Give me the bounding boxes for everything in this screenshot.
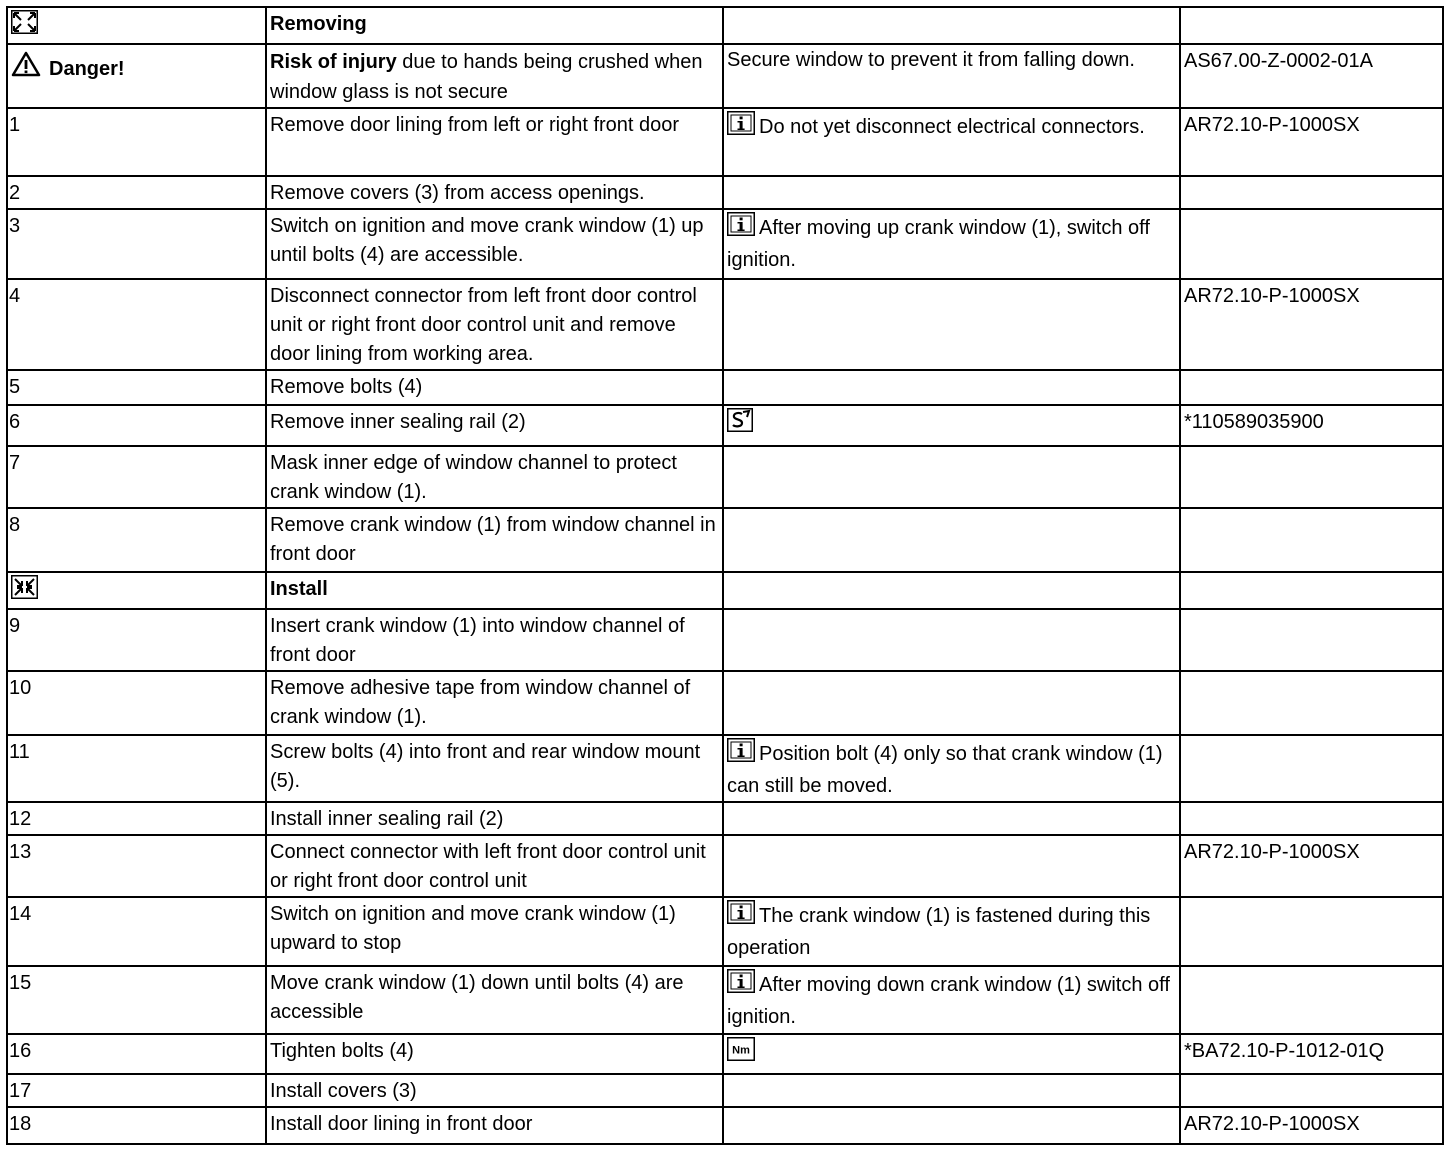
- note-cell: [723, 609, 1180, 671]
- note-cell: [723, 108, 1180, 176]
- step-number: 3: [9, 215, 21, 237]
- note-text: Do not yet disconnect electrical connectors.: [759, 116, 1145, 138]
- step-row: [7, 966, 1443, 1034]
- section-title-cell: [266, 572, 723, 609]
- step-text-cell: [266, 966, 723, 1034]
- step-number: 16: [9, 1040, 32, 1062]
- step-number: 15: [9, 972, 32, 994]
- reference-cell: [1180, 44, 1443, 108]
- step-row: [7, 405, 1443, 446]
- note-cell: [723, 508, 1180, 572]
- step-text: Screw bolts (4) into front and rear window mount (5).: [270, 741, 701, 792]
- step-number-cell: [7, 446, 266, 508]
- step-text: Mask inner edge of window channel to protect crank window (1).: [270, 452, 677, 503]
- step-row: [7, 279, 1443, 370]
- note-cell: [723, 1034, 1180, 1074]
- step-text: Remove inner sealing rail (2): [270, 411, 526, 433]
- note-cell: [723, 966, 1180, 1034]
- step-text: Remove covers (3) from access openings.: [270, 182, 645, 204]
- step-number-cell: [7, 897, 266, 966]
- step-number-cell: [7, 1074, 266, 1107]
- step-text-cell: [266, 370, 723, 405]
- step-row: [7, 1074, 1443, 1107]
- reference-code: AS67.00-Z-0002-01A: [1184, 50, 1374, 72]
- step-number: 7: [9, 452, 21, 474]
- note-cell: [723, 802, 1180, 835]
- section-empty-cell: [1180, 572, 1443, 609]
- section-row: [7, 572, 1443, 609]
- section-title: Removing: [270, 13, 367, 35]
- step-number-cell: [7, 176, 266, 209]
- step-number: 1: [9, 114, 21, 136]
- step-text-cell: [266, 835, 723, 897]
- note-cell: [723, 405, 1180, 446]
- reference-cell: [1180, 108, 1443, 176]
- step-text-cell: [266, 508, 723, 572]
- step-row: [7, 835, 1443, 897]
- reference-cell: [1180, 508, 1443, 572]
- note-cell: [723, 209, 1180, 279]
- step-text-cell: [266, 1034, 723, 1074]
- reference-cell: [1180, 405, 1443, 446]
- procedure-table: [6, 6, 1444, 1145]
- note-cell: [723, 176, 1180, 209]
- info-icon: [727, 969, 755, 1002]
- risk-title: Risk of injury: [270, 51, 397, 73]
- section-title-cell: [266, 7, 723, 44]
- section-title: Install: [270, 578, 328, 600]
- info-icon: [727, 738, 755, 771]
- step-number: 4: [9, 285, 21, 307]
- note-cell: [723, 279, 1180, 370]
- step-number: 12: [9, 808, 32, 830]
- step-row: [7, 370, 1443, 405]
- reference-code: AR72.10-P-1000SX: [1184, 1113, 1360, 1135]
- reference-cell: [1180, 897, 1443, 966]
- note-cell: [723, 735, 1180, 802]
- step-text-cell: [266, 735, 723, 802]
- step-number-cell: [7, 609, 266, 671]
- note-cell: [723, 44, 1180, 108]
- removing-icon: [11, 10, 38, 43]
- reference-cell: [1180, 370, 1443, 405]
- step-number-cell: [7, 108, 266, 176]
- step-row: [7, 108, 1443, 176]
- step-row: [7, 671, 1443, 735]
- step-text-cell: [266, 405, 723, 446]
- step-number: 10: [9, 677, 32, 699]
- step-text: Remove adhesive tape from window channel of crank window (1).: [270, 677, 691, 728]
- step-number: 2: [9, 182, 21, 204]
- step-text-cell: [266, 671, 723, 735]
- note-text: Secure window to prevent it from falling down.: [727, 49, 1135, 71]
- step-number: 8: [9, 514, 21, 536]
- note-text: After moving up crank window (1), switch off ignition.: [727, 217, 1150, 271]
- step-text-cell: [266, 446, 723, 508]
- step-number: 17: [9, 1080, 32, 1102]
- reference-cell: [1180, 802, 1443, 835]
- section-empty-cell: [1180, 7, 1443, 44]
- step-number-cell: [7, 279, 266, 370]
- warning-icon: [11, 51, 41, 86]
- step-number: 13: [9, 841, 32, 863]
- danger-cell: [7, 44, 266, 108]
- step-text: Connect connector with left front door control unit or right front door control unit: [270, 841, 706, 892]
- step-text-cell: [266, 1107, 723, 1144]
- step-text-cell: [266, 209, 723, 279]
- step-number: 11: [9, 741, 30, 763]
- reference-code: AR72.10-P-1000SX: [1184, 114, 1360, 136]
- step-text-cell: [266, 609, 723, 671]
- step-number: 14: [9, 903, 32, 925]
- step-row: [7, 1034, 1443, 1074]
- section-icon-cell: [7, 7, 266, 44]
- reference-cell: [1180, 1074, 1443, 1107]
- step-number-cell: [7, 1107, 266, 1144]
- step-text: Disconnect connector from left front door control unit or right front door control unit and remove door lining from working area.: [270, 285, 697, 365]
- note-cell: [723, 446, 1180, 508]
- note-cell: [723, 1074, 1180, 1107]
- step-text: Remove bolts (4): [270, 376, 423, 398]
- note-text: Position bolt (4) only so that crank window (1) can still be moved.: [727, 743, 1163, 797]
- reference-code: AR72.10-P-1000SX: [1184, 285, 1360, 307]
- step-text: Switch on ignition and move crank window (1) upward to stop: [270, 903, 676, 954]
- svg-text:Nm: Nm: [732, 1044, 750, 1057]
- info-icon: [727, 111, 755, 144]
- step-number: 18: [9, 1113, 32, 1135]
- step-number-cell: [7, 802, 266, 835]
- step-row: [7, 1107, 1443, 1144]
- danger-label: Danger!: [49, 58, 125, 80]
- risk-cell: [266, 44, 723, 108]
- step-number-cell: [7, 508, 266, 572]
- step-row: [7, 508, 1443, 572]
- reference-cell: [1180, 446, 1443, 508]
- step-number: 6: [9, 411, 21, 433]
- note-text: The crank window (1) is fastened during this operation: [727, 905, 1151, 959]
- step-row: [7, 609, 1443, 671]
- step-text-cell: [266, 1074, 723, 1107]
- step-text-cell: [266, 279, 723, 370]
- reference-cell: [1180, 1107, 1443, 1144]
- note-cell: [723, 671, 1180, 735]
- reference-cell: [1180, 609, 1443, 671]
- torque-nm-icon: [727, 1037, 755, 1070]
- reference-cell: [1180, 279, 1443, 370]
- reference-code: *110589035900: [1184, 411, 1324, 433]
- reference-code: *BA72.10-P-1012-01Q: [1184, 1040, 1385, 1062]
- step-text-cell: [266, 176, 723, 209]
- step-number: 9: [9, 615, 21, 637]
- info-icon: [727, 900, 755, 933]
- section-icon-cell: [7, 572, 266, 609]
- step-row: [7, 176, 1443, 209]
- step-number-cell: [7, 835, 266, 897]
- step-text: Install inner sealing rail (2): [270, 808, 504, 830]
- step-number-cell: [7, 209, 266, 279]
- step-text: Remove door lining from left or right front door: [270, 114, 680, 136]
- section-empty-cell: [723, 7, 1180, 44]
- section-row: [7, 7, 1443, 44]
- step-text-cell: [266, 897, 723, 966]
- danger-row: [7, 44, 1443, 108]
- reference-cell: [1180, 835, 1443, 897]
- step-text-cell: [266, 108, 723, 176]
- step-number-cell: [7, 966, 266, 1034]
- step-text: Install covers (3): [270, 1080, 417, 1102]
- step-number-cell: [7, 671, 266, 735]
- step-number: 5: [9, 376, 21, 398]
- info-icon: [727, 212, 755, 245]
- step-text: Move crank window (1) down until bolts (4) are accessible: [270, 972, 684, 1023]
- step-number-cell: [7, 370, 266, 405]
- step-text-cell: [266, 802, 723, 835]
- step-text: Insert crank window (1) into window channel of front door: [270, 615, 685, 666]
- note-cell: [723, 835, 1180, 897]
- reference-code: AR72.10-P-1000SX: [1184, 841, 1360, 863]
- reference-cell: [1180, 1034, 1443, 1074]
- step-number-cell: [7, 405, 266, 446]
- special-tool-icon: [727, 408, 753, 441]
- step-number-cell: [7, 1034, 266, 1074]
- note-text: After moving down crank window (1) switch off ignition.: [727, 974, 1170, 1028]
- risk-text: due to hands being crushed when window glass is not secure: [270, 51, 703, 103]
- step-row: [7, 897, 1443, 966]
- install-icon: [11, 575, 38, 608]
- step-text: Remove crank window (1) from window channel in front door: [270, 514, 716, 565]
- reference-cell: [1180, 966, 1443, 1034]
- step-row: [7, 802, 1443, 835]
- reference-cell: [1180, 176, 1443, 209]
- note-cell: [723, 370, 1180, 405]
- reference-cell: [1180, 735, 1443, 802]
- step-text: Switch on ignition and move crank window (1) up until bolts (4) are accessible.: [270, 215, 704, 266]
- step-row: [7, 446, 1443, 508]
- step-number-cell: [7, 735, 266, 802]
- note-cell: [723, 1107, 1180, 1144]
- note-cell: [723, 897, 1180, 966]
- reference-cell: [1180, 209, 1443, 279]
- step-text: Install door lining in front door: [270, 1113, 533, 1135]
- step-row: [7, 735, 1443, 802]
- section-empty-cell: [723, 572, 1180, 609]
- step-row: [7, 209, 1443, 279]
- reference-cell: [1180, 671, 1443, 735]
- step-text: Tighten bolts (4): [270, 1040, 414, 1062]
